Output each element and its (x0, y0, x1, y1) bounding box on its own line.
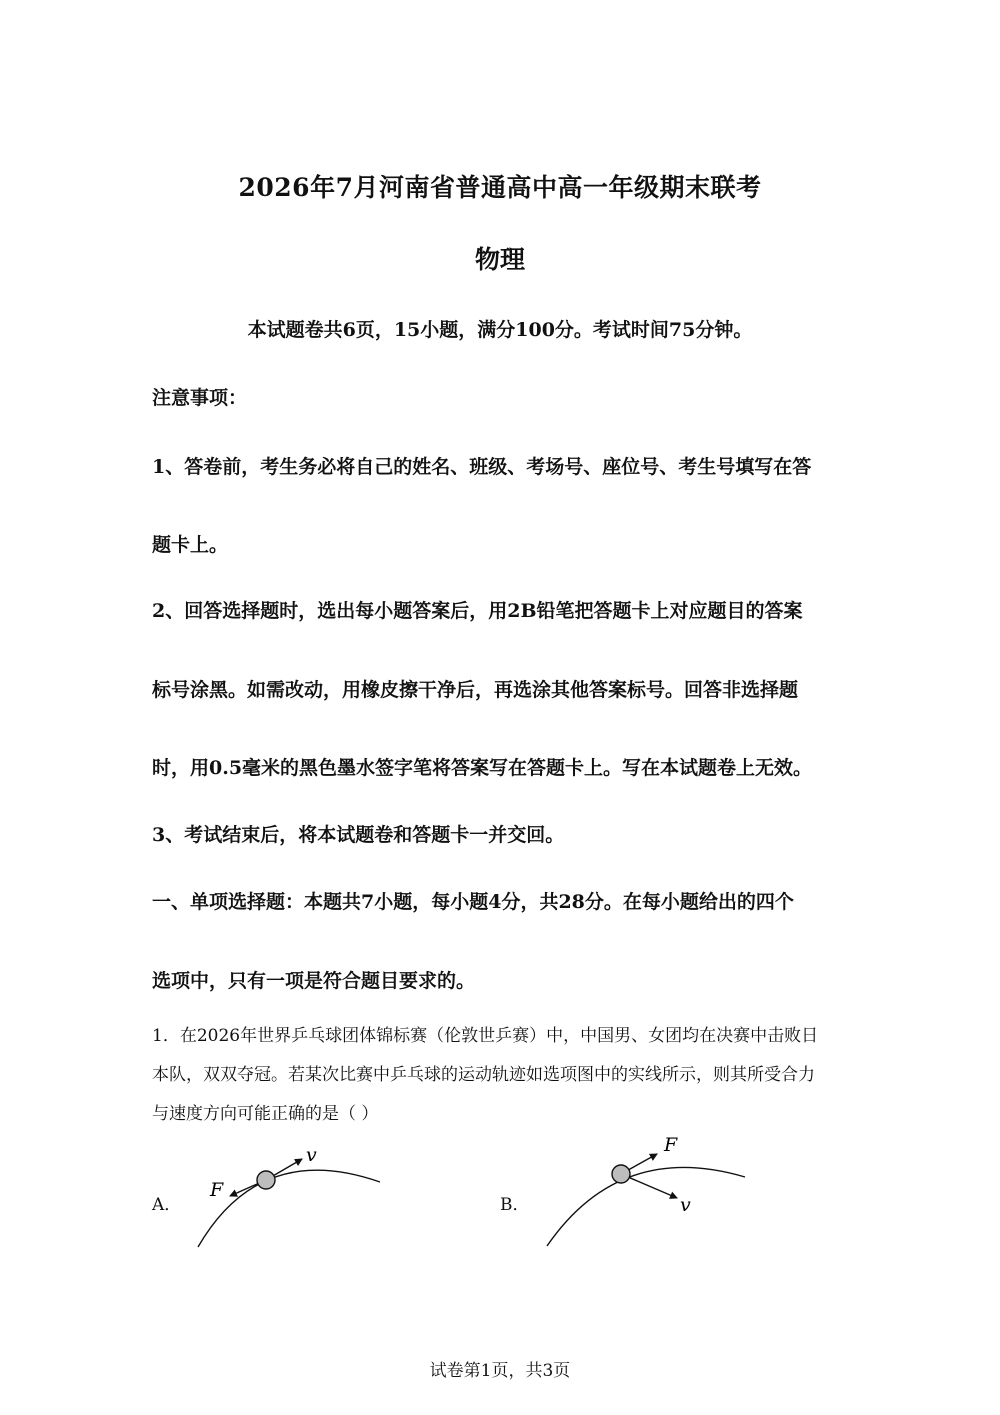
velocity-label: v (306, 1144, 317, 1166)
section-1-heading-line-2: 选项中，只有一项是符合题目要求的。 (152, 970, 476, 992)
notice-line-3: 2、回答选择题时，选出每小题答案后，用2B铅笔把答题卡上对应题目的答案 (152, 600, 803, 622)
notice-line-5: 时，用0.5毫米的黑色墨水签字笔将答案写在答题卡上。写在本试题卷上无效。 (152, 757, 813, 779)
question-1-line-1: 1．在2026年世界乒乓球团体锦标赛（伦敦世乒赛）中，中国男、女团均在决赛中击败日 (152, 1026, 819, 1046)
exam-title: 2026年7月河南省普通高中高一年级期末联考 (238, 173, 762, 202)
option-a-diagram (190, 1140, 390, 1255)
question-1-line-3: 与速度方向可能正确的是（ ） (152, 1104, 379, 1124)
trajectory-curve (198, 1170, 380, 1247)
question-1-line-2: 本队，双双夺冠。若某次比赛中乒乓球的运动轨迹如选项图中的实线所示，则其所受合力 (152, 1065, 815, 1085)
force-label: F (210, 1179, 224, 1201)
exam-summary: 本试题卷共6页，15小题，满分100分。考试时间75分钟。 (247, 319, 753, 341)
notice-heading: 注意事项： (152, 387, 248, 409)
ball (612, 1165, 630, 1183)
notice-line-2: 题卡上。 (152, 534, 229, 556)
option-a-label: A． (152, 1195, 182, 1215)
ball (257, 1171, 275, 1189)
notice-line-1: 1、答卷前，考生务必将自己的姓名、班级、考场号、座位号、考生号填写在答 (152, 456, 812, 478)
trajectory-curve (547, 1167, 745, 1246)
notice-line-4: 标号涂黑。如需改动，用橡皮擦干净后，再选涂其他答案标号。回答非选择题 (152, 679, 799, 701)
option-b-diagram (540, 1130, 755, 1250)
force-label: F (664, 1134, 678, 1156)
page-footer: 试卷第1页，共3页 (429, 1361, 571, 1381)
option-b-label: B． (500, 1195, 530, 1215)
section-1-heading-line-1: 一、单项选择题：本题共7小题，每小题4分，共28分。在每小题给出的四个 (152, 891, 794, 913)
notice-line-6: 3、考试结束后，将本试题卷和答题卡一并交回。 (152, 824, 565, 846)
velocity-label: v (680, 1194, 691, 1216)
exam-subject: 物理 (474, 245, 525, 274)
